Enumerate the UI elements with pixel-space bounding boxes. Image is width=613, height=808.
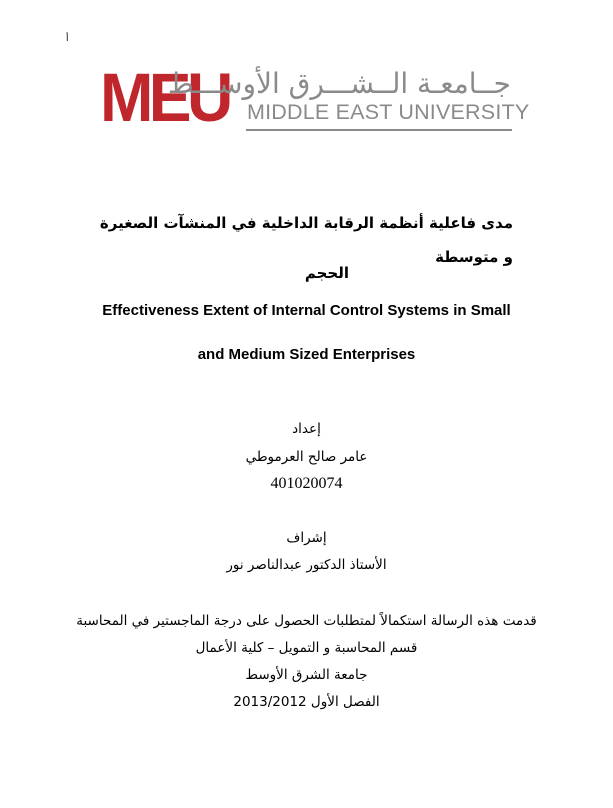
student-id: 401020074 [270,475,343,492]
page-number: أ [66,33,69,43]
supervisor-name: الأستاذ الدكتور عبدالناصر نور [226,557,387,573]
thesis-title-arabic-line2: الحجم [304,264,349,282]
author-name: عامر صالح العرموطي [245,449,368,465]
department-line: قسم المحاسبة و التمويل – كلية الأعمال [195,640,418,656]
logo-mark: MEU [100,59,229,136]
thesis-title-arabic-line1: مدى فاعلية أنظمة الرقابة الداخلية في المنشآت الصغيرة و متوسطة [99,214,513,266]
semester-line: الفصل الأول 2013/2012 [233,694,380,710]
logo-arabic-name: جــامعـة الــشـــرق الأوســـط [167,67,511,100]
thesis-title-english-line1: Effectiveness Extent of Internal Control Systems in Small [102,302,511,319]
university-line: جامعة الشرق الأوسط [245,667,368,683]
logo-english-name: MIDDLE EAST UNIVERSITY [247,100,530,124]
logo-divider [246,129,512,131]
university-logo [100,59,530,136]
submission-statement: قدمت هذه الرسالة استكمالاً لمتطلبات الحصول على درجة الماجستير في المحاسبة [76,613,537,629]
prepared-by-label: إعداد [292,421,321,437]
supervision-label: إشراف [286,530,327,546]
thesis-title-english-line2: and Medium Sized Enterprises [197,346,416,363]
